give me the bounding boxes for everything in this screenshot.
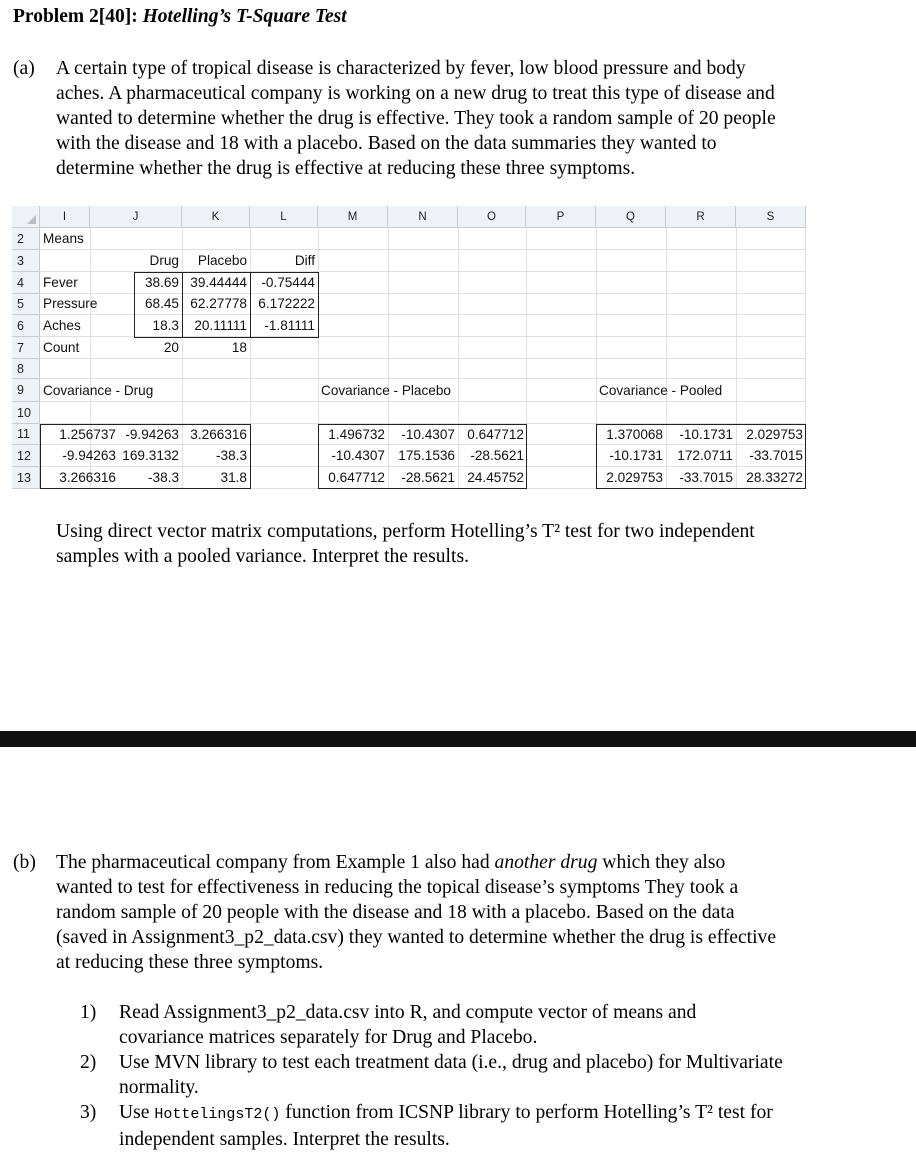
row-header[interactable]: 5 <box>12 294 40 315</box>
cov-placebo-label: Covariance - Placebo <box>321 383 451 398</box>
row-header[interactable]: 9 <box>12 379 40 402</box>
part-a-line: with the disease and 18 with a placebo. Based on the data summaries they wanted to <box>56 133 717 154</box>
item-line: normality. <box>119 1077 199 1098</box>
part-a-instruction <box>56 519 906 569</box>
part-b-line: at reducing these three symptoms. <box>56 952 324 973</box>
row-header[interactable]: 3 <box>12 250 40 272</box>
cov-drug-cell: -38.3 <box>148 470 179 485</box>
part-a-line: aches. A pharmaceutical company is working on a new drug to treat this type of disease and <box>56 83 775 104</box>
column-header[interactable]: I <box>40 206 90 228</box>
part-a-line: A certain type of tropical disease is characterized by fever, low blood pressure and body <box>56 58 746 79</box>
part-b-emphasis: another drug <box>494 852 598 873</box>
item-line: Read Assignment3_p2_data.csv into R, and compute vector of means and <box>119 1002 697 1023</box>
cov-drug-cell: -9.94263 <box>62 448 116 463</box>
item-number: 1) <box>80 1002 97 1023</box>
cov-placebo-cell: 0.647712 <box>328 470 385 485</box>
mean-diff: -1.81111 <box>264 318 315 333</box>
cov-drug-label: Covariance - Drug <box>43 383 154 398</box>
part-a-line: wanted to determine whether the drug is effective. They took a random sample of 20 people <box>56 108 776 129</box>
part-a-text <box>56 56 776 181</box>
list-item <box>80 1050 783 1100</box>
cov-drug-cell: 169.3132 <box>122 448 179 463</box>
row-header[interactable]: 7 <box>12 337 40 359</box>
cov-pooled-cell: -10.1731 <box>679 427 733 442</box>
cov-placebo-cell: -10.4307 <box>401 427 455 442</box>
variable-name: Pressure <box>43 296 98 311</box>
mean-placebo: 62.27778 <box>190 296 247 311</box>
cov-pooled-cell: 2.029753 <box>746 427 803 442</box>
cov-drug-cell: -9.94263 <box>125 427 179 442</box>
cov-drug-cell: 31.8 <box>220 470 247 485</box>
part-b-line <box>56 850 776 875</box>
column-header[interactable]: M <box>318 206 388 228</box>
item-number: 2) <box>80 1052 97 1073</box>
cov-pooled-cell: 1.370068 <box>606 427 663 442</box>
problem-title <box>13 6 347 28</box>
item-line: covariance matrices separately for Drug and Placebo. <box>119 1027 538 1048</box>
item-line <box>119 1100 783 1127</box>
cov-placebo-cell: -28.5621 <box>401 470 455 485</box>
mean-placebo: 20.11111 <box>194 318 247 333</box>
count-placebo: 18 <box>231 340 247 355</box>
row-header[interactable]: 6 <box>12 315 40 337</box>
column-header[interactable]: Q <box>596 206 666 228</box>
part-b <box>13 850 908 980</box>
item-text: function from ICSNP library to perform Hotelling’s T² test for <box>280 1102 773 1123</box>
cov-drug-cell: 3.266316 <box>190 427 247 442</box>
cov-pooled-cell: -33.7015 <box>749 448 803 463</box>
list-item <box>80 1000 783 1050</box>
gridline <box>40 401 806 402</box>
cov-drug-cell: 1.256737 <box>59 427 116 442</box>
cov-placebo-cell: -28.5621 <box>470 448 524 463</box>
part-a <box>13 56 903 186</box>
part-b-line: random sample of 20 people with the disease and 18 with a placebo. Based on the data <box>56 902 735 923</box>
row-header[interactable]: 2 <box>12 228 40 250</box>
count-drug: 20 <box>163 340 179 355</box>
column-header[interactable]: S <box>736 206 806 228</box>
variable-name: Aches <box>43 318 81 333</box>
row-header[interactable]: 11 <box>12 424 40 445</box>
cov-placebo-cell: 0.647712 <box>467 427 524 442</box>
cov-placebo-cell: -10.4307 <box>331 448 385 463</box>
column-header[interactable]: R <box>666 206 736 228</box>
mean-drug: 38.69 <box>144 275 179 290</box>
part-b-text <box>56 850 776 975</box>
row-header[interactable]: 8 <box>12 359 40 379</box>
part-b-line1-pre: The pharmaceutical company from Example 1 also had <box>56 852 495 873</box>
gridline <box>40 378 806 379</box>
col-drug-header: Drug <box>149 253 179 268</box>
row-header[interactable]: 10 <box>12 402 40 424</box>
column-header[interactable]: J <box>90 206 182 228</box>
problem-number: Problem 2[40]: <box>13 6 143 27</box>
col-placebo-header: Placebo <box>197 253 247 268</box>
problem-name: Hotelling’s T-Square Test <box>142 6 347 27</box>
cov-placebo-cell: 24.45752 <box>467 470 524 485</box>
cov-pooled-cell: 172.0711 <box>677 448 733 463</box>
mean-drug: 68.45 <box>144 296 179 311</box>
part-b-label: (b) <box>13 852 36 873</box>
column-header[interactable]: P <box>526 206 596 228</box>
select-all-corner[interactable] <box>12 206 40 228</box>
mean-placebo: 39.44444 <box>190 275 247 290</box>
task-list <box>80 1000 783 1152</box>
function-code: HottelingsT2() <box>154 1106 281 1123</box>
means-label: Means <box>43 231 84 246</box>
cov-pooled-cell: 28.33272 <box>746 470 803 485</box>
item-text: Use <box>119 1102 155 1123</box>
cov-pooled-cell: 2.029753 <box>606 470 663 485</box>
gridline <box>40 249 806 250</box>
count-label: Count <box>43 340 80 355</box>
list-item <box>80 1100 783 1152</box>
part-b-line1-post: which they also <box>597 852 726 873</box>
row-header[interactable]: 13 <box>12 467 40 489</box>
row-header[interactable]: 4 <box>12 272 40 294</box>
cov-placebo-cell: 1.496732 <box>328 427 385 442</box>
part-b-line: (saved in Assignment3_p2_data.csv) they wanted to determine whether the drug is effective <box>56 927 777 948</box>
item-number: 3) <box>80 1102 97 1123</box>
section-divider <box>0 731 916 747</box>
col-diff-header: Diff <box>294 253 315 268</box>
part-a-label: (a) <box>13 58 35 79</box>
cov-pooled-cell: -33.7015 <box>679 470 733 485</box>
cov-pooled-cell: -10.1731 <box>609 448 663 463</box>
spreadsheet <box>12 206 806 489</box>
instruction-line: samples with a pooled variance. Interpret the results. <box>56 546 469 567</box>
cov-pooled-label: Covariance - Pooled <box>599 383 723 398</box>
variable-name: Fever <box>43 275 78 290</box>
cov-drug-cell: -38.3 <box>216 448 247 463</box>
mean-drug: 18.3 <box>152 318 179 333</box>
column-header[interactable]: L <box>250 206 318 228</box>
column-header[interactable]: O <box>458 206 526 228</box>
part-a-line: determine whether the drug is effective at reducing these three symptoms. <box>56 158 636 179</box>
mean-diff: -0.75444 <box>261 275 315 290</box>
cov-drug-cell: 3.266316 <box>59 470 116 485</box>
cov-placebo-cell: 175.1536 <box>398 448 455 463</box>
row-header[interactable]: 12 <box>12 445 40 467</box>
part-b-line: wanted to test for effectiveness in reducing the topical disease’s symptoms They took a <box>56 877 739 898</box>
mean-diff: 6.172222 <box>258 296 315 311</box>
gridline <box>40 358 806 359</box>
column-header[interactable]: N <box>388 206 458 228</box>
item-line: independent samples. Interpret the results. <box>119 1129 450 1150</box>
instruction-line: Using direct vector matrix computations, perform Hotelling’s T² test for two independent <box>56 521 755 542</box>
column-header[interactable]: K <box>182 206 250 228</box>
item-line: Use MVN library to test each treatment data (i.e., drug and placebo) for Multivariate <box>119 1052 783 1073</box>
